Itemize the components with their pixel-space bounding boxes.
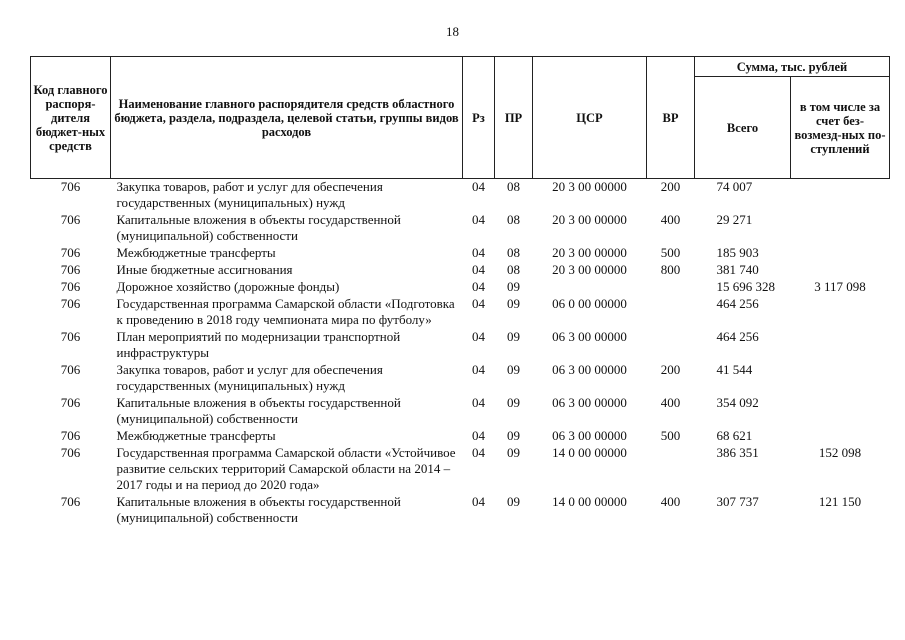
cell-code: 706	[60, 296, 81, 311]
header-vr: ВР	[647, 57, 695, 179]
cell-pr: 09	[507, 329, 520, 344]
cell-free: 3 117 098	[814, 279, 866, 294]
cell-code: 706	[60, 262, 81, 277]
header-total: Всего	[695, 77, 791, 179]
cell-free	[791, 245, 890, 262]
cell-vr: 200	[660, 362, 681, 377]
table-row	[31, 245, 890, 262]
table-row	[31, 279, 890, 296]
cell-name: Закупка товаров, работ и услуг для обеспечения государственных (муниципальных) нужд	[116, 179, 383, 210]
table-row	[31, 329, 890, 362]
cell-vr: 200	[660, 179, 681, 194]
cell-free	[791, 362, 890, 395]
cell-rz: 04	[472, 296, 485, 311]
table-row	[31, 445, 890, 494]
cell-csr: 06 3 00 00000	[552, 329, 627, 344]
cell-rz: 04	[472, 494, 485, 509]
cell-free	[791, 296, 890, 329]
cell-total: 464 256	[716, 329, 759, 344]
cell-code: 706	[60, 212, 81, 227]
cell-total: 185 903	[716, 245, 759, 260]
header-rz: Рз	[463, 57, 495, 179]
header-sum: Сумма, тыс. рублей	[695, 57, 890, 77]
header-code: Код главного распоря-дителя бюджет-ных средств	[31, 57, 111, 179]
header-pr: ПР	[495, 57, 533, 179]
cell-csr: 20 3 00 00000	[552, 245, 627, 260]
cell-pr: 09	[507, 362, 520, 377]
cell-pr: 08	[507, 245, 520, 260]
cell-csr: 14 0 00 00000	[552, 445, 627, 460]
cell-csr: 20 3 00 00000	[552, 179, 627, 194]
table-row	[31, 494, 890, 527]
table-row	[31, 362, 890, 395]
cell-total: 68 621	[716, 428, 753, 443]
cell-rz: 04	[472, 179, 485, 194]
cell-total: 464 256	[716, 296, 759, 311]
cell-vr	[647, 445, 695, 494]
cell-csr: 20 3 00 00000	[552, 212, 627, 227]
table-row	[31, 212, 890, 245]
table-row	[31, 179, 890, 213]
cell-free	[791, 329, 890, 362]
cell-name: План мероприятий по модернизации транспортной инфраструктуры	[116, 329, 401, 360]
cell-code: 706	[60, 279, 81, 294]
cell-name: Капитальные вложения в объекты государственной (муниципальной) собственности	[116, 395, 401, 426]
cell-vr: 500	[660, 428, 681, 443]
cell-name: Капитальные вложения в объекты государственной (муниципальной) собственности	[116, 494, 401, 525]
cell-rz: 04	[472, 445, 485, 460]
cell-code: 706	[60, 362, 81, 377]
cell-free	[791, 179, 890, 213]
cell-vr: 500	[660, 245, 681, 260]
cell-rz: 04	[472, 428, 485, 443]
table-row	[31, 296, 890, 329]
cell-code: 706	[60, 179, 81, 194]
cell-vr	[647, 329, 695, 362]
cell-total: 386 351	[716, 445, 759, 460]
cell-rz: 04	[472, 279, 485, 294]
cell-rz: 04	[472, 362, 485, 377]
cell-pr: 09	[507, 279, 520, 294]
cell-vr: 400	[660, 395, 681, 410]
cell-total: 41 544	[716, 362, 753, 377]
cell-code: 706	[60, 329, 81, 344]
cell-name: Капитальные вложения в объекты государственной (муниципальной) собственности	[116, 212, 401, 243]
header-csr: ЦСР	[533, 57, 647, 179]
cell-code: 706	[60, 428, 81, 443]
cell-total: 29 271	[716, 212, 753, 227]
cell-pr: 09	[507, 395, 520, 410]
cell-free	[791, 395, 890, 428]
cell-name: Межбюджетные трансферты	[116, 245, 276, 260]
cell-free	[791, 428, 890, 445]
cell-free	[791, 262, 890, 279]
cell-free	[791, 212, 890, 245]
cell-total: 354 092	[716, 395, 759, 410]
cell-total: 307 737	[716, 494, 759, 509]
cell-csr: 06 3 00 00000	[552, 395, 627, 410]
cell-free: 121 150	[818, 494, 862, 509]
table-body	[31, 179, 890, 528]
cell-code: 706	[60, 494, 81, 509]
cell-name: Государственная программа Самарской области «Подготовка к проведению в 2018 году чемпионата мира по футболу»	[116, 296, 455, 327]
cell-rz: 04	[472, 245, 485, 260]
cell-code: 706	[60, 245, 81, 260]
cell-csr: 06 3 00 00000	[552, 428, 627, 443]
table-row	[31, 395, 890, 428]
cell-csr: 06 3 00 00000	[552, 362, 627, 377]
cell-rz: 04	[472, 395, 485, 410]
cell-name: Межбюджетные трансферты	[116, 428, 276, 443]
cell-csr	[533, 279, 647, 296]
cell-pr: 09	[507, 296, 520, 311]
cell-rz: 04	[472, 329, 485, 344]
header-free: в том числе за счет без-возмезд-ных по-ступлений	[791, 77, 890, 179]
cell-csr: 14 0 00 00000	[552, 494, 627, 509]
cell-name: Дорожное хозяйство (дорожные фонды)	[116, 279, 340, 294]
cell-pr: 09	[507, 494, 520, 509]
cell-vr: 400	[660, 494, 681, 509]
cell-total: 74 007	[716, 179, 753, 194]
cell-name: Государственная программа Самарской области «Устойчивое развитие сельских территорий Самарской области на 2014 – 2017 годы и на период до 2020 года»	[116, 445, 456, 492]
cell-pr: 09	[507, 428, 520, 443]
cell-code: 706	[60, 395, 81, 410]
cell-rz: 04	[472, 262, 485, 277]
cell-csr: 06 0 00 00000	[552, 296, 627, 311]
header-name: Наименование главного распорядителя средств областного бюджета, раздела, подраздела, целевой статьи, группы видов расходов	[111, 57, 463, 179]
cell-csr: 20 3 00 00000	[552, 262, 627, 277]
cell-vr: 400	[660, 212, 681, 227]
cell-name: Закупка товаров, работ и услуг для обеспечения государственных (муниципальных) нужд	[116, 362, 383, 393]
cell-code: 706	[60, 445, 81, 460]
cell-vr	[647, 296, 695, 329]
cell-rz: 04	[472, 212, 485, 227]
cell-name: Иные бюджетные ассигнования	[116, 262, 293, 277]
cell-pr: 08	[507, 179, 520, 194]
table-row	[31, 262, 890, 279]
table-row	[31, 428, 890, 445]
page-number: 18	[446, 24, 459, 39]
cell-total: 381 740	[716, 262, 759, 277]
table-header	[31, 57, 890, 179]
cell-pr: 08	[507, 262, 520, 277]
cell-pr: 08	[507, 212, 520, 227]
budget-table	[30, 56, 890, 527]
cell-vr	[647, 279, 695, 296]
cell-pr: 09	[507, 445, 520, 460]
cell-vr: 800	[660, 262, 681, 277]
cell-total: 15 696 328	[716, 279, 775, 294]
cell-free: 152 098	[818, 445, 862, 460]
